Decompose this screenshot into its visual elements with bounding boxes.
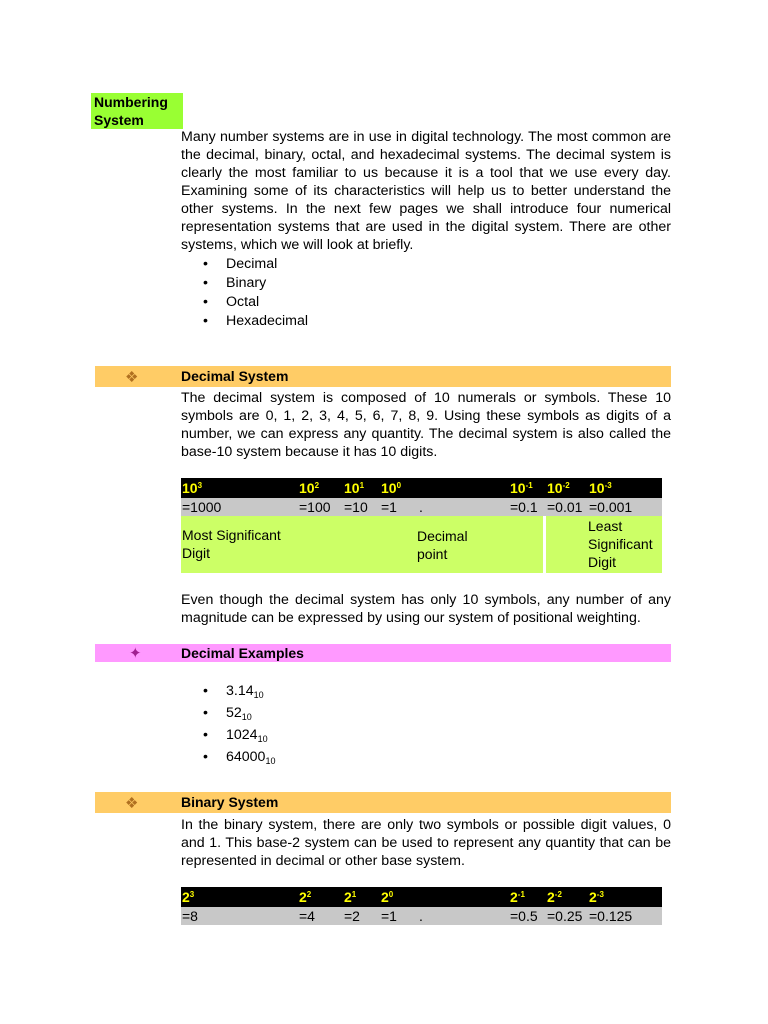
value-cell: =8 bbox=[182, 908, 198, 924]
value-cell: =100 bbox=[299, 499, 331, 515]
binary-section-bar bbox=[95, 792, 671, 813]
value-cell: =0.5 bbox=[510, 908, 538, 924]
msd-label: Most Significant Digit bbox=[181, 516, 543, 573]
list-item: • $1024_{10}$ bbox=[181, 726, 275, 748]
section-title: Decimal Examples bbox=[181, 645, 304, 661]
value-cell: =1 bbox=[381, 499, 397, 515]
value-cell: =1 bbox=[381, 908, 397, 924]
power-cell: $10^2$ bbox=[299, 480, 320, 496]
table-values-row bbox=[181, 498, 662, 516]
decimal-section-bar bbox=[95, 366, 671, 387]
intro-paragraph: Many number systems are in use in digital technology. The most common are the decimal, binary, octal, and hexadecimal systems. The decimal system is clearly the most familiar to us because it is a tool that we use every day. Examining some of its characteristics will help us to better understand the other systems. In the next few pages we shall introduce four numerical representation systems that are used in the digital system. There are other systems, which we will look at briefly. bbox=[181, 129, 671, 253]
power-cell: $10^1$ bbox=[344, 480, 365, 496]
page-heading: Numbering System bbox=[91, 93, 183, 129]
section-title: Binary System bbox=[181, 794, 279, 810]
four-point-star-icon: ✦ bbox=[129, 645, 142, 662]
value-cell: =0.25 bbox=[547, 908, 583, 924]
list-item: • Binary bbox=[181, 274, 308, 293]
value-cell: =0.01 bbox=[547, 499, 583, 515]
value-cell: =10 bbox=[344, 499, 368, 515]
list-item: • Decimal bbox=[181, 255, 308, 274]
value-cell: =0.001 bbox=[589, 499, 633, 515]
value-cell: =0.125 bbox=[589, 908, 633, 924]
power-cell: $2^{-2}$ bbox=[547, 889, 562, 905]
list-item: • $52_{10}$ bbox=[181, 704, 275, 726]
power-cell: $10^{-1}$ bbox=[510, 480, 533, 496]
decimal-weight-table bbox=[181, 478, 662, 574]
power-cell: $10^0$ bbox=[381, 480, 402, 496]
value-cell: =2 bbox=[344, 908, 360, 924]
value-cell: . bbox=[419, 499, 423, 515]
list-item: • $64000_{10}$ bbox=[181, 748, 275, 770]
decimal-paragraph: The decimal system is composed of 10 numerals or symbols. These 10 symbols are 0, 1, 2, 3, 4, 5, 6, 7, 8, 9. Using these symbols as digits of a number, we can express any quantity. The decimal system is also called the base-10 system because it has 10 digits. bbox=[181, 390, 671, 460]
decimal-point-label: Decimal point bbox=[417, 528, 468, 562]
table-values-row bbox=[181, 907, 662, 925]
list-item: • $3.14_{10}$ bbox=[181, 682, 275, 704]
diamond-cluster-icon: ❖ bbox=[125, 369, 139, 386]
table-header-row bbox=[181, 887, 662, 907]
power-cell: $2^{-1}$ bbox=[510, 889, 525, 905]
lsd-label: Least Significant Digit bbox=[546, 516, 662, 573]
examples-list bbox=[181, 682, 275, 770]
list-item: • Hexadecimal bbox=[181, 312, 308, 331]
power-cell: $2^0$ bbox=[381, 889, 394, 905]
binary-paragraph: In the binary system, there are only two symbols or possible digit values, 0 and 1. This base-2 system can be used to represent any quantity that can be represented in decimal or other base system. bbox=[181, 817, 671, 869]
power-cell: $2^{-3}$ bbox=[589, 889, 604, 905]
binary-weight-table bbox=[181, 887, 662, 927]
power-cell: $10^3$ bbox=[182, 480, 203, 496]
list-item: • Octal bbox=[181, 293, 308, 312]
value-cell: =1000 bbox=[182, 499, 222, 515]
table-header-row bbox=[181, 478, 662, 498]
power-cell: $10^{-3}$ bbox=[589, 480, 612, 496]
decimal-after-paragraph: Even though the decimal system has only 10 symbols, any number of any magnitude can be expressed by using our system of positional weighting. bbox=[181, 592, 671, 626]
power-cell: $10^{-2}$ bbox=[547, 480, 570, 496]
power-cell: $2^2$ bbox=[299, 889, 312, 905]
diamond-cluster-icon: ❖ bbox=[125, 795, 139, 812]
value-cell: =4 bbox=[299, 908, 315, 924]
power-cell: $2^3$ bbox=[182, 889, 195, 905]
power-cell: $2^1$ bbox=[344, 889, 357, 905]
section-title: Decimal System bbox=[181, 368, 289, 384]
systems-list bbox=[181, 255, 308, 331]
value-cell: =0.1 bbox=[510, 499, 538, 515]
value-cell: . bbox=[419, 908, 423, 924]
examples-section-bar bbox=[95, 644, 671, 662]
